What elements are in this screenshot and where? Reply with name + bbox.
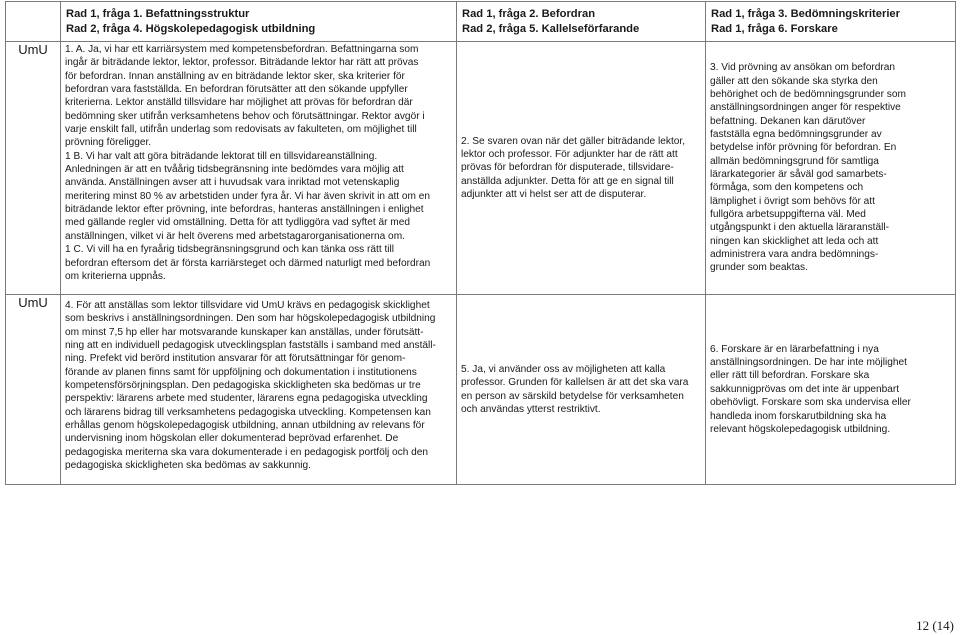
table-row bbox=[6, 295, 956, 485]
text-line: anställningsordningen. De har inte möjlighet bbox=[710, 357, 907, 369]
text-line: lämplighet i övrigt som behövs för att bbox=[710, 195, 875, 207]
answer-cell bbox=[61, 42, 457, 295]
text-line: kompetensförsörjningsplan. Den pedagogiska skickligheten ska bedömas ur tre bbox=[65, 380, 421, 392]
text-line: 5. Ja, vi använder oss av möjligheten att kalla bbox=[461, 363, 666, 375]
corner-cell bbox=[6, 2, 61, 42]
text-line: förmåga, som den kompetens och bbox=[710, 182, 864, 194]
text-line: med gällande regler vid omställning. Detta för att tydliggöra vad syftet är med bbox=[65, 217, 410, 229]
text-line: perspektiv: lärarens arbete med studenter, lärarens egna pedagogiska utveckling bbox=[65, 393, 428, 405]
text-line: administrera vara andra bedömnings- bbox=[710, 249, 879, 261]
text-line: professor. Grunden för kallelsen är att det ska vara bbox=[461, 377, 689, 389]
text-line: anställda adjunkter. Detta för att ge en signal till bbox=[461, 175, 674, 187]
text-line: eller rätt till befordran. Forskare ska bbox=[710, 370, 870, 382]
column-header-line: Rad 2, fråga 4. Högskolepedagogisk utbildning bbox=[66, 23, 316, 35]
table-row bbox=[6, 42, 956, 295]
text-line: 3. Vid prövning av ansökan om befordran bbox=[710, 62, 895, 74]
column-header-2 bbox=[457, 2, 706, 42]
text-line: gäller att den sökande ska styrka den bbox=[710, 75, 878, 87]
text-line: om kriterierna uppnås. bbox=[65, 270, 166, 282]
text-line: ingår är biträdande lektor, lektor, professor. Biträdande lektor har rätt att prövas bbox=[65, 57, 419, 69]
page-number: 12 (14) bbox=[916, 618, 954, 633]
text-line: befattning. Dekanen kan därutöver bbox=[710, 115, 866, 127]
answer-cell bbox=[61, 295, 457, 485]
text-line: relevant högskolepedagogisk utbildning. bbox=[710, 423, 891, 435]
text-line: fastställa egna bedömningsgrunder av bbox=[710, 128, 882, 140]
text-line: bedömning sker utifrån verksamhetens behov och förutsättningar. Rektor avgör i bbox=[65, 110, 425, 122]
text-line: 1 B. Vi har valt att göra biträdande lektorat till en tillsvidareanställning. bbox=[65, 150, 378, 162]
text-line: pedagogiska skickligheten ska bedömas av sakkunnig. bbox=[65, 460, 311, 472]
text-line: anställningsordningen anger för respektive bbox=[710, 102, 901, 114]
text-line: obehövligt. Forskare som ska undervisa eller bbox=[710, 397, 911, 409]
text-line: 4. För att anställas som lektor tillsvidare vid UmU krävs en pedagogisk skicklighet bbox=[65, 300, 430, 311]
text-line: erhållas genom högskolepedagogisk utbildning, annan utbildning av relevans för bbox=[65, 420, 425, 432]
text-line: grunder som beaktas. bbox=[710, 262, 808, 274]
text-line: ning att en individuell pedagogisk utvecklingsplan fastställs i samband med anställ- bbox=[65, 340, 436, 352]
text-line: lärarkategorier är såväl god samarbets- bbox=[710, 169, 887, 180]
text-line: om minst 7,5 hp eller har motsvarande kunskaper kan anställas, under förutsätt- bbox=[65, 326, 424, 338]
text-line: ningen kan skicklighet att leda och att bbox=[710, 235, 879, 247]
text-line: lektor och professor. För adjunkter har de rätt att bbox=[461, 148, 678, 160]
row-label: UmU bbox=[6, 295, 61, 485]
text-line: använda. Anställningen avser att i huvudsak vara inriktad mot vetenskaplig bbox=[65, 177, 400, 189]
column-header-line: Rad 1, fråga 6. Forskare bbox=[711, 23, 838, 35]
text-line: betydelse inför prövning för befordran. En bbox=[710, 142, 897, 154]
text-line: ning. Prefekt vid berörd institution ansvarar för att förutsättningar för genom- bbox=[65, 353, 406, 365]
answer-cell bbox=[457, 295, 706, 485]
answer-cell bbox=[706, 42, 956, 295]
befordran-table bbox=[5, 1, 956, 485]
text-line: förande av planen finns samt för uppföljning och dokumentation i institutionens bbox=[65, 366, 417, 378]
row-label: UmU bbox=[6, 42, 61, 295]
text-line: behörighet och de bedömningsgrunder som bbox=[710, 88, 906, 100]
text-line: för befordran. Innan anställning av en biträdande lektor sker, ska kriterier för bbox=[65, 70, 405, 82]
text-line: adjunkter att vi helst ser att de disputerar. bbox=[461, 189, 647, 201]
header-row bbox=[6, 2, 956, 42]
text-line: en person av särskild betydelse för verksamheten bbox=[461, 390, 684, 402]
column-header-1 bbox=[61, 2, 457, 42]
answer-cell bbox=[457, 42, 706, 295]
text-line: allmän bedömningsgrund för samtliga bbox=[710, 155, 879, 167]
text-line: 2. Se svaren ovan när det gäller biträdande lektor, bbox=[461, 135, 686, 147]
text-line: anställningen, vilket vi är helt överens med arbetstagarorganisationerna om. bbox=[65, 230, 405, 242]
column-header-line: Rad 2, fråga 5. Kallelseförfarande bbox=[462, 23, 640, 35]
text-line: undervisning inom högskolan eller dokumenterad beprövad erfarenhet. De bbox=[65, 433, 399, 445]
text-line: befordran eftersom det är första karriärsteget och därmed naturligt med befordran bbox=[65, 257, 431, 269]
text-line: meritering minst 80 % av arbetstiden under fyra år. Vi har även skrivit in att om en bbox=[65, 190, 431, 202]
text-line: 1. A. Ja, vi har ett karriärsystem med kompetensbefordran. Befattningarna som bbox=[65, 44, 419, 55]
text-line: kriterierna. Lektor anställd tillsvidare har möjlighet att prövas för befordran där bbox=[65, 97, 413, 109]
column-header-3 bbox=[706, 2, 956, 42]
text-line: prövas för befordran för disputerade, tillsvidare- bbox=[461, 162, 674, 174]
text-line: varje enskilt fall, utifrån underlag som redovisats av fakulteten, om möjlighet till bbox=[65, 124, 417, 136]
text-line: och lärarens bidrag till verksamhetens pedagogiska utveckling. Kompetensen kan bbox=[65, 406, 431, 418]
text-line: utgångspunkt i den aktuella läraranställ- bbox=[710, 222, 889, 234]
text-line: som beskrivs i anställningsordningen. Den som har högskolepedagogisk utbildning bbox=[65, 313, 436, 325]
text-line: sakkunnigprövas om det inte är uppenbart bbox=[710, 383, 900, 395]
text-line: 6. Forskare är en lärarbefattning i nya bbox=[710, 343, 879, 355]
text-line: Anledningen är att en tvåårig tidsbegränsning inte bedömdes vara möjlig att bbox=[65, 164, 404, 176]
text-line: handleda inom forskarutbildning ska ha bbox=[710, 410, 887, 422]
text-line: och användas ytterst restriktivt. bbox=[461, 403, 601, 415]
text-line: befordran vara fastställda. En befordran förutsätter att den sökande uppfyller bbox=[65, 84, 408, 96]
text-line: prövning föreligger. bbox=[65, 137, 152, 149]
text-line: pedagogiska meriterna ska vara dokumenterade i en pedagogisk portfölj och den bbox=[65, 446, 429, 458]
column-header-line: Rad 1, fråga 2. Befordran bbox=[462, 8, 596, 20]
text-line: 1 C. Vi vill ha en fyraårig tidsbegränsningsgrund och kan tänka oss rätt till bbox=[65, 244, 395, 256]
text-line: fullgöra arbetsuppgifterna väl. Med bbox=[710, 209, 866, 221]
answer-cell bbox=[706, 295, 956, 485]
column-header-line: Rad 1, fråga 3. Bedömningskriterier bbox=[711, 8, 901, 20]
column-header-line: Rad 1, fråga 1. Befattningsstruktur bbox=[66, 8, 250, 20]
text-line: biträdande lektor efter prövning, inte befordras, hanteras anställningen i enlighet bbox=[65, 204, 424, 216]
